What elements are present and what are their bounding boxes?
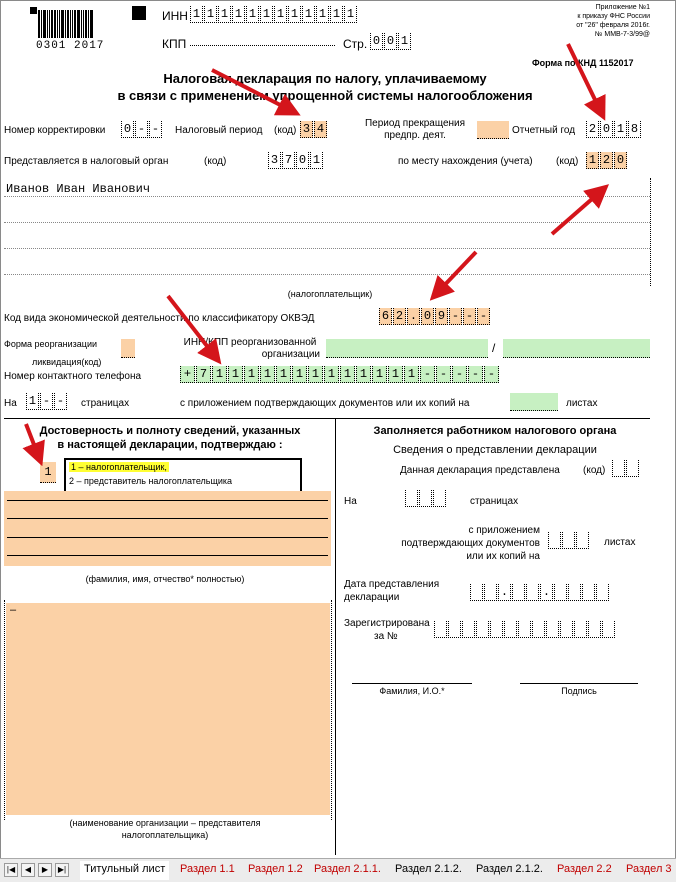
attachments-label: с приложением подтверждающих документов или их копий на	[180, 398, 470, 409]
barcode-bar	[65, 10, 66, 38]
char-cell[interactable]	[504, 621, 517, 638]
char-cell[interactable]: 1	[246, 6, 259, 23]
page-label: Стр.	[343, 37, 368, 51]
location-cells[interactable]	[586, 152, 628, 169]
tab-section-2-1-2-a[interactable]: Раздел 2.1.2.	[395, 863, 462, 875]
char-cell[interactable]: 0	[600, 121, 613, 138]
barcode-bar	[88, 10, 89, 38]
prev-sheet-button[interactable]: ◀	[21, 863, 35, 877]
officer-subheading: Сведения о представлении декларации	[393, 444, 597, 456]
char-cell[interactable]: 1	[372, 366, 387, 383]
submitted-label: Данная декларация представлена	[400, 465, 560, 476]
org-caption-1: (наименование организации – представителя	[69, 818, 261, 828]
title-line-2: в связи с применением упрощенной системы налогообложения	[117, 88, 533, 103]
barcode-bar	[85, 10, 87, 38]
barcode-bar	[61, 10, 64, 38]
char-cell[interactable]: 1	[26, 393, 39, 410]
char-cell[interactable]: 1	[302, 6, 315, 23]
authority-cells[interactable]	[268, 152, 324, 169]
char-cell[interactable]	[576, 532, 589, 549]
location-label: по месту нахождения (учета)	[398, 156, 533, 167]
barcode-bar	[77, 10, 80, 38]
char-cell[interactable]: 1	[388, 366, 403, 383]
inn-cells[interactable]	[190, 6, 358, 23]
period-code-label: (код)	[274, 125, 297, 136]
officer-attach-label: с приложением подтверждающих документов или их копий на	[401, 525, 540, 562]
char-cell[interactable]: 1	[356, 366, 371, 383]
barcode-bar	[49, 10, 50, 38]
reorg-slash: /	[492, 341, 496, 355]
reorg-inn-field[interactable]	[326, 339, 488, 358]
char-cell[interactable]	[512, 584, 525, 601]
confirm-selected-cell[interactable]: 1	[40, 462, 56, 483]
sign-line	[520, 683, 638, 684]
char-cell[interactable]	[546, 621, 559, 638]
char-cell[interactable]: 1	[190, 6, 203, 23]
signer-option-1[interactable]: 1 – налогоплательщик,	[71, 462, 167, 472]
reg-label: Зарегистрирована за №	[344, 618, 430, 642]
correction-label: Номер корректировки	[4, 125, 106, 136]
char-cell[interactable]: 1	[260, 366, 275, 383]
termination-label: Период прекращения предпр. деят.	[364, 118, 466, 141]
char-cell[interactable]: 1	[218, 6, 231, 23]
char-cell[interactable]: -	[484, 366, 499, 383]
barcode-bar	[83, 10, 84, 38]
authority-label: Представляется в налоговый орган	[4, 156, 169, 167]
char-cell[interactable]: 1	[340, 366, 355, 383]
char-cell[interactable]	[484, 584, 497, 601]
barcode-bar	[90, 10, 93, 38]
char-cell[interactable]: -	[468, 366, 483, 383]
next-sheet-button[interactable]: ▶	[38, 863, 52, 877]
char-cell[interactable]	[462, 621, 475, 638]
char-cell[interactable]	[433, 490, 446, 507]
char-cell[interactable]: 1	[614, 121, 627, 138]
char-cell[interactable]: 1	[212, 366, 227, 383]
org-representative-block[interactable]	[6, 603, 330, 815]
barcode	[30, 7, 110, 39]
char-cell[interactable]: 6	[379, 308, 392, 325]
barcode-bar	[51, 10, 53, 38]
char-cell[interactable]: 7	[196, 366, 211, 383]
reg-cells[interactable]	[434, 621, 616, 638]
barcode-bar	[59, 10, 60, 38]
char-cell[interactable]: 1	[308, 366, 323, 383]
column-divider	[335, 418, 336, 855]
pages-label: страницах	[81, 398, 130, 409]
org-block-dots	[4, 600, 5, 820]
tab-section-2-1-1[interactable]: Раздел 2.1.1.	[314, 863, 381, 875]
char-cell[interactable]	[518, 621, 531, 638]
sign-label: Подпись	[561, 686, 597, 696]
char-cell[interactable]: 8	[628, 121, 641, 138]
char-cell[interactable]: 2	[586, 121, 599, 138]
char-cell[interactable]: 2	[600, 152, 613, 169]
officer-on-label: На	[344, 496, 357, 507]
char-cell[interactable]	[596, 584, 609, 601]
char-cell[interactable]	[490, 621, 503, 638]
attachments-field[interactable]	[510, 393, 558, 411]
surname-label: Фамилия, И.О.*	[379, 686, 445, 696]
signer-type-legend	[64, 458, 302, 493]
char-cell[interactable]: 0	[614, 152, 627, 169]
char-cell[interactable]	[582, 584, 595, 601]
char-cell[interactable]: 1	[244, 366, 259, 383]
submitted-code-cells[interactable]	[612, 460, 640, 477]
char-cell[interactable]: -	[54, 393, 67, 410]
tab-section-2-1-2-b[interactable]: Раздел 2.1.2.	[476, 863, 543, 875]
confirm-heading-2: в настоящей декларации, подтверждаю :	[57, 439, 283, 451]
char-cell[interactable]: -	[135, 121, 148, 138]
char-cell[interactable]: 1	[344, 6, 357, 23]
pages-cells[interactable]	[26, 393, 68, 410]
barcode-number: 0301 2017	[36, 40, 105, 52]
char-cell[interactable]: 0	[121, 121, 134, 138]
char-cell[interactable]: 9	[435, 308, 448, 325]
char-cell[interactable]: 1	[586, 152, 599, 169]
char-cell[interactable]: 1	[398, 33, 411, 50]
char-cell[interactable]: -	[463, 308, 476, 325]
char-cell[interactable]: 1	[404, 366, 419, 383]
barcode-bar	[41, 10, 42, 38]
barcode-bar	[72, 10, 73, 38]
char-cell[interactable]: 0	[384, 33, 397, 50]
officer-attach-cells[interactable]	[548, 532, 590, 549]
char-cell[interactable]: 1	[292, 366, 307, 383]
char-cell[interactable]: 1	[274, 6, 287, 23]
char-cell[interactable]: 4	[314, 121, 327, 138]
char-cell[interactable]: -	[452, 366, 467, 383]
char-cell[interactable]	[562, 532, 575, 549]
org-block-dots-right	[331, 600, 332, 820]
char-cell[interactable]: -	[149, 121, 162, 138]
taxpayer-name[interactable]: Иванов Иван Иванович	[6, 182, 151, 196]
char-cell[interactable]	[568, 584, 581, 601]
char-cell[interactable]: -	[477, 308, 490, 325]
char-cell[interactable]	[526, 584, 539, 601]
barcode-bar	[67, 10, 69, 38]
submitted-code-label: (код)	[583, 465, 606, 476]
barcode-bar	[81, 10, 82, 38]
char-cell[interactable]	[532, 621, 545, 638]
pages-on-label: На	[4, 398, 17, 409]
char-cell[interactable]	[560, 621, 573, 638]
char-cell[interactable]: 0	[370, 33, 383, 50]
barcode-bar	[43, 10, 46, 38]
barcode-bar	[70, 10, 71, 38]
title-line-1: Налоговая декларация по налогу, уплачиваемому	[163, 71, 487, 86]
barcode-bar	[38, 10, 40, 38]
surname-line	[352, 683, 472, 684]
page-cells[interactable]	[370, 33, 412, 50]
reorg-inn-label: ИНН/КПП реорганизованной организации	[183, 337, 320, 360]
corner-marker	[132, 6, 146, 20]
kpp-field[interactable]	[190, 45, 335, 46]
taxpayer-caption: (налогоплательщик)	[287, 289, 373, 299]
char-cell[interactable]: .	[540, 584, 553, 601]
tab-section-1-1[interactable]: Раздел 1.1	[180, 863, 235, 875]
section-divider	[4, 418, 650, 419]
date-label: Дата представления декларации	[344, 579, 440, 603]
barcode-bar	[54, 10, 56, 38]
char-cell[interactable]: 0	[296, 152, 309, 169]
char-cell[interactable]: 1	[232, 6, 245, 23]
location-code-label: (код)	[556, 156, 579, 167]
period-cells[interactable]	[300, 121, 328, 138]
phone-cells[interactable]	[180, 366, 500, 383]
sheet-tab-bar	[0, 858, 676, 882]
char-cell[interactable]	[405, 490, 418, 507]
char-cell[interactable]	[588, 621, 601, 638]
reorg-kpp-field[interactable]	[503, 339, 650, 358]
barcode-bar	[57, 10, 58, 38]
char-cell[interactable]: 1	[228, 366, 243, 383]
char-cell[interactable]	[470, 584, 483, 601]
char-cell[interactable]	[574, 621, 587, 638]
signer-option-2[interactable]: 2 – представитель налогоплательщика	[69, 476, 233, 486]
char-cell[interactable]	[602, 621, 615, 638]
appendix-note: Приложение №1 к приказу ФНС России от "26" февраля 2016г. № ММВ-7-3/99@	[576, 4, 650, 38]
char-cell[interactable]	[434, 621, 447, 638]
termination-field[interactable]	[477, 121, 509, 139]
barcode-bar	[47, 10, 48, 38]
year-cells[interactable]	[586, 121, 642, 138]
year-label: Отчетный год	[512, 125, 576, 136]
phone-label: Номер контактного телефона	[4, 371, 142, 382]
char-cell[interactable]: 7	[282, 152, 295, 169]
char-cell[interactable]: 1	[204, 6, 217, 23]
inn-label: ИНН	[162, 9, 188, 23]
org-caption-2: налогоплательщика)	[121, 830, 209, 840]
char-cell[interactable]: -	[449, 308, 462, 325]
kpp-label: КПП	[162, 37, 187, 51]
char-cell[interactable]	[419, 490, 432, 507]
char-cell[interactable]: 1	[316, 6, 329, 23]
char-cell[interactable]	[554, 584, 567, 601]
char-cell[interactable]: .	[498, 584, 511, 601]
tab-title-sheet[interactable]: Титульный лист	[80, 861, 169, 880]
char-cell[interactable]: 2	[393, 308, 406, 325]
officer-heading: Заполняется работником налогового органа	[373, 425, 617, 437]
date-cells[interactable]	[470, 584, 610, 601]
char-cell[interactable]: 1	[330, 6, 343, 23]
fio-caption: (фамилия, имя, отчество* полностью)	[85, 574, 245, 584]
char-cell[interactable]: 1	[260, 6, 273, 23]
reorg-form-label: Форма реорганизации ликвидация(код)	[4, 339, 102, 367]
char-cell[interactable]: -	[420, 366, 435, 383]
officer-pages-cells[interactable]	[405, 490, 447, 507]
char-cell[interactable]	[476, 621, 489, 638]
char-cell[interactable]	[548, 532, 561, 549]
char-cell[interactable]: .	[407, 308, 420, 325]
char-cell[interactable]: 1	[288, 6, 301, 23]
char-cell[interactable]: +	[180, 366, 195, 383]
char-cell[interactable]	[626, 460, 639, 477]
okved-label: Код вида экономической деятельности по классификатору ОКВЭД	[4, 313, 315, 324]
char-cell[interactable]: 1	[324, 366, 339, 383]
char-cell[interactable]: 3	[300, 121, 313, 138]
period-label: Налоговый период	[175, 125, 263, 136]
confirm-heading-1: Достоверность и полноту сведений, указанных	[39, 425, 301, 437]
officer-pages-label: страницах	[470, 496, 519, 507]
sheets-label: листах	[566, 398, 598, 409]
char-cell[interactable]	[612, 460, 625, 477]
tab-section-3[interactable]: Раздел 3	[626, 863, 672, 875]
char-cell[interactable]: 3	[268, 152, 281, 169]
authority-code-label: (код)	[204, 156, 227, 167]
reorg-form-field[interactable]	[121, 339, 135, 358]
char-cell[interactable]: 1	[310, 152, 323, 169]
barcode-bar	[74, 10, 76, 38]
char-cell[interactable]: 0	[421, 308, 434, 325]
okved-cells[interactable]	[379, 308, 491, 325]
char-cell[interactable]: -	[40, 393, 53, 410]
char-cell[interactable]: -	[436, 366, 451, 383]
form-code: Форма по КНД 1152017	[532, 58, 634, 68]
char-cell[interactable]	[448, 621, 461, 638]
correction-cells[interactable]	[121, 121, 163, 138]
first-sheet-button[interactable]: |◀	[4, 863, 18, 877]
fio-block[interactable]	[4, 491, 331, 566]
char-cell[interactable]: 1	[276, 366, 291, 383]
tab-section-1-2[interactable]: Раздел 1.2	[248, 863, 303, 875]
org-dash: –	[10, 604, 17, 616]
tab-section-2-2[interactable]: Раздел 2.2	[557, 863, 612, 875]
last-sheet-button[interactable]: ▶|	[55, 863, 69, 877]
officer-sheets-label: листах	[604, 537, 636, 548]
